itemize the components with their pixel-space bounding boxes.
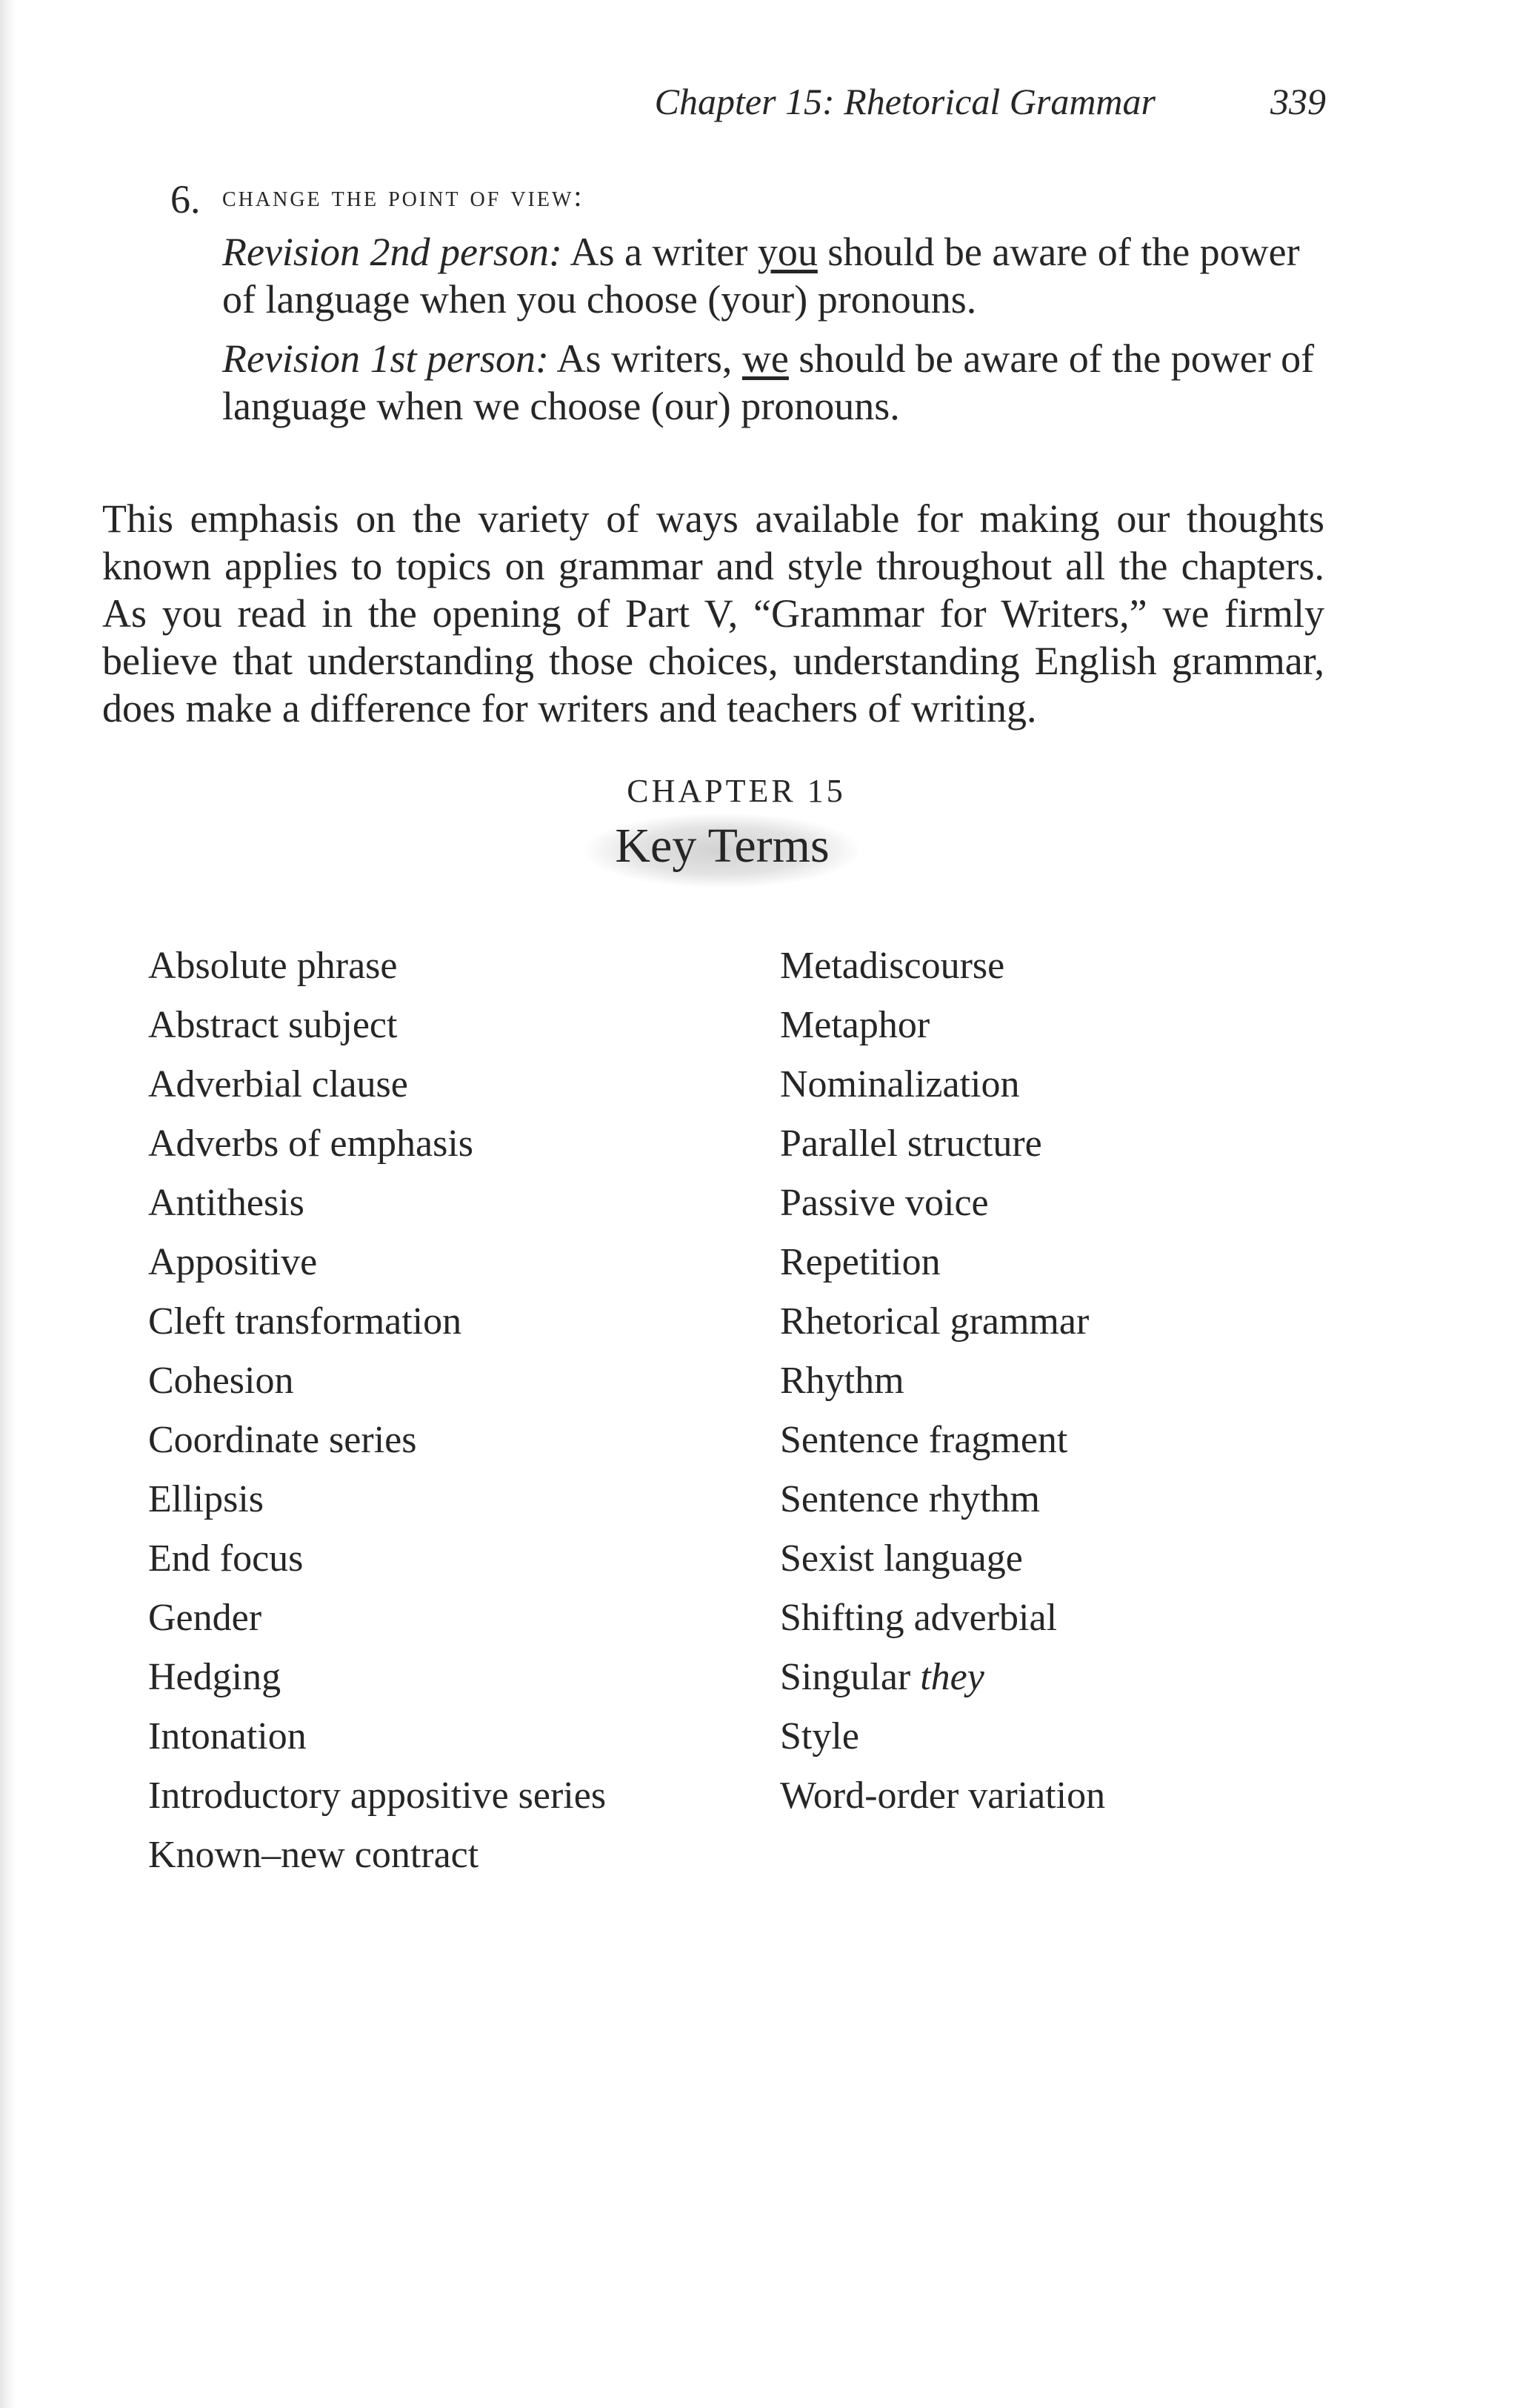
key-term: Abstract subject [148, 1004, 398, 1046]
key-term: Cleft transformation [148, 1300, 462, 1343]
list-item-number: 6. [170, 177, 201, 222]
revision-first-person [222, 335, 1337, 430]
key-terms-title: Key Terms [585, 814, 858, 888]
revision-label: Revision 2nd person: [222, 230, 562, 274]
key-term: Style [780, 1715, 859, 1757]
revision-pronoun: we [741, 336, 789, 381]
numbered-list-item [170, 172, 1356, 442]
revision-label: Revision 1st person: [222, 336, 549, 381]
key-term: Absolute phrase [148, 945, 398, 987]
key-terms-heading [0, 814, 1444, 888]
key-term: Metadiscourse [780, 945, 1005, 987]
key-term: Cohesion [148, 1360, 294, 1402]
key-terms-kicker: CHAPTER 15 [627, 773, 846, 809]
revision-pronoun: you [757, 230, 818, 274]
key-term: Passive voice [780, 1182, 989, 1224]
page-edge-shadow [0, 0, 16, 2408]
key-terms-right-column [780, 937, 1105, 1826]
key-term: Hedging [148, 1656, 281, 1698]
key-term: Ellipsis [148, 1478, 264, 1520]
page-number: 339 [1270, 81, 1326, 122]
key-terms-left-column [148, 937, 606, 1885]
key-term: Known–new contract [148, 1834, 479, 1876]
key-term-italic: they [920, 1656, 984, 1698]
running-head [0, 80, 1326, 123]
key-term-singular-they [780, 1648, 1105, 1707]
key-term: Antithesis [148, 1182, 304, 1224]
revision-text-after: should be aware of the power of language when we choose (our) pronouns. [222, 336, 1315, 428]
revision-second-person [222, 228, 1337, 323]
key-term: Word-order variation [780, 1775, 1106, 1817]
revision-text-before: As writers, [548, 336, 742, 381]
key-term: Sentence fragment [780, 1419, 1068, 1461]
key-term: Rhetorical grammar [780, 1300, 1090, 1343]
key-term: Intonation [148, 1715, 307, 1757]
key-term: Repetition [780, 1241, 941, 1283]
key-term: Sentence rhythm [780, 1478, 1040, 1520]
key-term: Appositive [148, 1241, 318, 1283]
key-term: Shifting adverbial [780, 1597, 1058, 1639]
list-item-heading: change the point of view: [222, 179, 584, 213]
key-term: Nominalization [780, 1063, 1020, 1105]
key-term: Metaphor [780, 1004, 930, 1046]
running-head-title: Chapter 15: Rhetorical Grammar [654, 81, 1156, 122]
key-term: Introductory appositive series [148, 1775, 607, 1817]
key-term: Gender [148, 1597, 262, 1639]
key-term: Sexist language [780, 1537, 1023, 1580]
revision-text-before: As a writer [561, 230, 758, 274]
revision-text-after: should be aware of the power of language when you choose (your) pronouns. [222, 230, 1300, 322]
key-term: Rhythm [780, 1360, 904, 1402]
key-term: Adverbial clause [148, 1063, 408, 1105]
key-term: Coordinate series [148, 1419, 417, 1461]
key-term: Adverbs of emphasis [148, 1122, 474, 1165]
key-term: End focus [148, 1537, 304, 1580]
key-term: Parallel structure [780, 1122, 1042, 1165]
body-paragraph: This emphasis on the variety of ways available for making our thoughts known applies to topics on grammar and style throughout all the chapters. As you read in the opening of Part V, “Grammar for Writers,” we firmly believe that understanding those choices, understanding English grammar, does make a difference for writers and teachers of writing. [102, 496, 1324, 731]
key-term-prefix: Singular [780, 1656, 921, 1698]
